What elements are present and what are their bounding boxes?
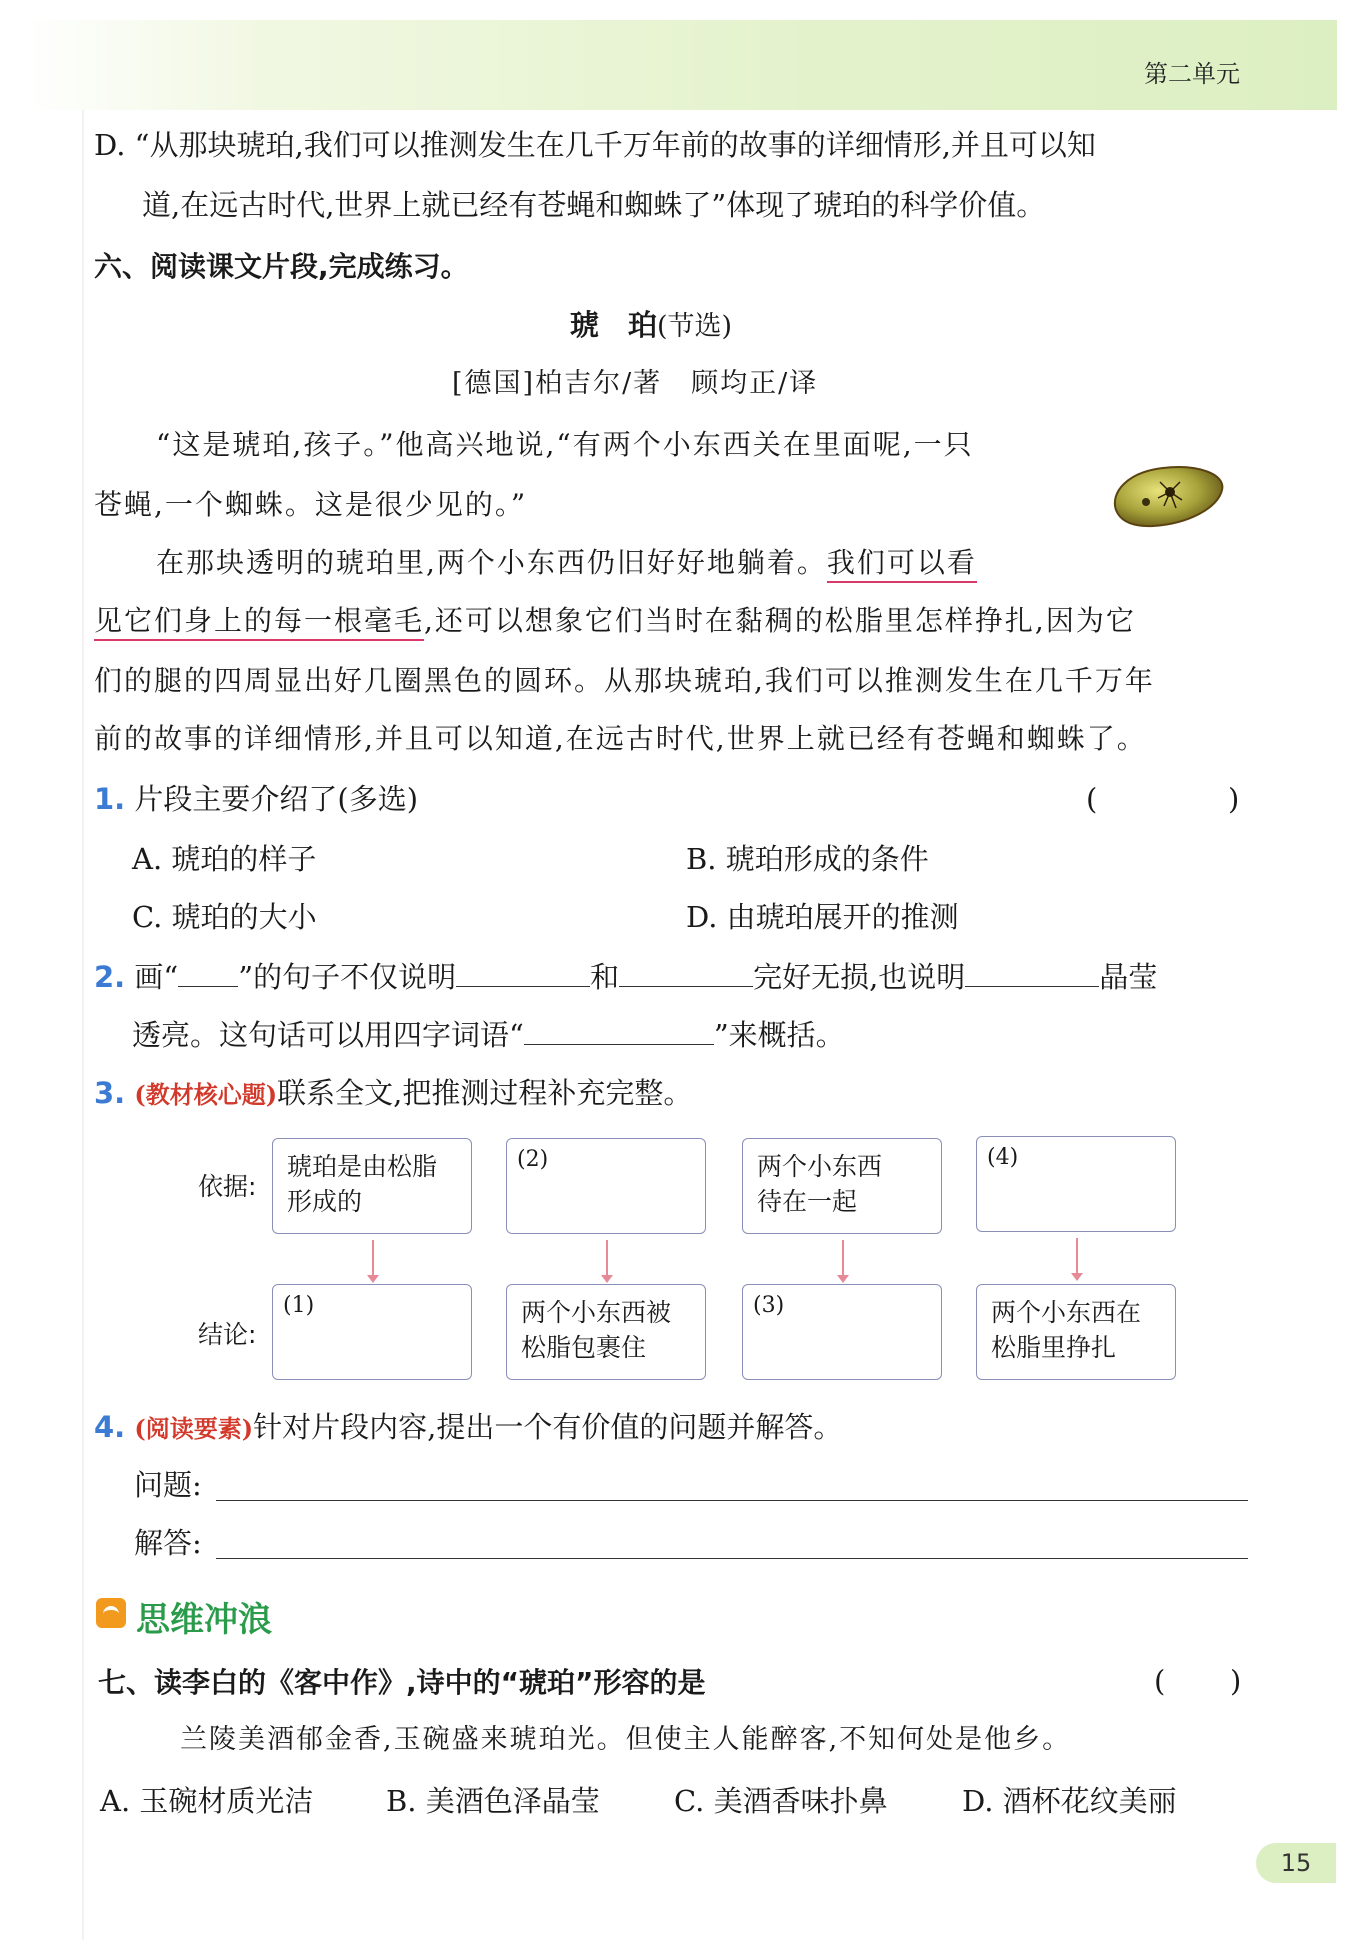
arrow-3: [842, 1240, 844, 1276]
basis-box-2-label: (2): [517, 1147, 549, 1172]
passage-p2-line1: [156, 546, 977, 580]
q4-number: 4.: [94, 1410, 126, 1444]
conclusion-box-4-line2: 松脂里挣扎: [991, 1333, 1117, 1362]
q3-tag: (教材核心题): [134, 1080, 278, 1109]
thinking-section-title: 思维冲浪: [136, 1600, 272, 1640]
q1-text: 片段主要介绍了(多选): [134, 782, 419, 816]
conclusion-box-2: [506, 1284, 706, 1380]
section7-option-c[interactable]: C. 美酒香味扑鼻: [674, 1784, 888, 1818]
arrow-4: [1076, 1238, 1078, 1274]
passage-p1-line2: 苍蝇,一个蜘蛛。这是很少见的。”: [94, 488, 528, 521]
q2-underline-mark: [178, 958, 238, 987]
section6-heading: 六、阅读课文片段,完成练习。: [94, 250, 469, 283]
q2-line2: [132, 1016, 845, 1053]
arrow-2: [606, 1240, 608, 1276]
conclusion-box-4-line1: 两个小东西在: [991, 1298, 1142, 1327]
passage-p2-line3: 们的腿的四周显出好几圈黑色的圆环。从那块琥珀,我们可以推测发生在几千万年: [94, 664, 1155, 697]
q1-option-c[interactable]: C. 琥珀的大小: [132, 900, 317, 934]
prev-option-d-line1: D. “从那块琥珀,我们可以推测发生在几千万年前的故事的详细情形,并且可以知: [94, 128, 1096, 162]
basis-box-1: [272, 1138, 472, 1234]
basis-box-1-line1: 琥珀是由松脂: [287, 1152, 438, 1181]
q2-line1: [94, 958, 1157, 995]
basis-box-1-line2: 形成的: [287, 1187, 363, 1216]
unit-label: 第二单元: [1144, 60, 1240, 88]
q2-text2: ”的句子不仅说明: [238, 960, 457, 994]
wave-icon: [96, 1598, 126, 1628]
section7-option-a[interactable]: A. 玉碗材质光洁: [100, 1784, 314, 1818]
q2-blank-3[interactable]: [965, 958, 1099, 987]
q3: [94, 1076, 692, 1111]
passage-p2-line1-a: 在那块透明的琥珀里,两个小东西仍旧好好地躺着。: [156, 546, 827, 579]
q4-answer-label: 解答:: [134, 1526, 202, 1560]
q3-number: 3.: [94, 1076, 126, 1110]
q1-option-a[interactable]: A. 琥珀的样子: [132, 842, 317, 876]
section7-answer-blank[interactable]: ): [1230, 1664, 1242, 1698]
q2-text1: 画“: [134, 960, 179, 994]
q2-blank-2[interactable]: [619, 958, 753, 987]
page-number: 15: [1256, 1843, 1336, 1883]
q1-answer-blank[interactable]: ): [1228, 782, 1240, 816]
q1-option-d[interactable]: D. 由琥珀展开的推测: [686, 900, 959, 934]
q2-text3: 和: [590, 960, 620, 994]
underlined-sentence-part1: 我们可以看: [827, 546, 977, 583]
basis-box-3-line2: 待在一起: [757, 1187, 858, 1216]
q4: [94, 1410, 842, 1445]
margin-line: [82, 110, 84, 1940]
q2-text7: ”来概括。: [713, 1018, 845, 1052]
q1-option-b[interactable]: B. 琥珀形成的条件: [686, 842, 929, 876]
q2-text6: 透亮。这句话可以用四字词语“: [132, 1018, 524, 1052]
q1-number: 1.: [94, 782, 126, 816]
conclusion-label: 结论:: [198, 1320, 257, 1349]
section7-paren-open: (: [1154, 1664, 1166, 1698]
passage-p2-line2: [94, 604, 1136, 638]
conclusion-box-3[interactable]: [742, 1284, 942, 1380]
passage-p2-line2-b: ,还可以想象它们当时在黏稠的松脂里怎样挣扎,因为它: [424, 604, 1136, 637]
q1: [94, 782, 418, 817]
amber-illustration: [1108, 462, 1228, 530]
poem-line: 兰陵美酒郁金香,玉碗盛来琥珀光。但使主人能醉客,不知何处是他乡。: [180, 1724, 1072, 1755]
passage-title-sub: (节选): [657, 311, 733, 342]
passage-title: [570, 308, 732, 343]
section7-heading: 七、读李白的《客中作》,诗中的“琥珀”形容的是: [98, 1666, 706, 1699]
passage-author: [德国]柏吉尔/著 顾均正/译: [452, 368, 819, 399]
q4-question-label: 问题:: [134, 1468, 202, 1502]
q3-text: 联系全文,把推测过程补充完整。: [277, 1076, 693, 1110]
q2-blank-4[interactable]: [524, 1016, 714, 1045]
prev-option-d-line2: 道,在远古时代,世界上就已经有苍蝇和蜘蛛了”体现了琥珀的科学价值。: [142, 188, 1046, 222]
conclusion-box-1[interactable]: [272, 1284, 472, 1380]
section7-option-d[interactable]: D. 酒杯花纹美丽: [962, 1784, 1177, 1818]
passage-title-main: 琥 珀: [570, 308, 658, 342]
conclusion-box-2-line2: 松脂包裹住: [521, 1333, 647, 1362]
conclusion-box-4: [976, 1284, 1176, 1380]
header-band: [22, 20, 1337, 110]
q2-text5: 晶莹: [1099, 960, 1158, 994]
conclusion-box-2-line1: 两个小东西被: [521, 1298, 672, 1327]
q2-blank-1[interactable]: [456, 958, 590, 987]
arrow-1: [372, 1240, 374, 1276]
conclusion-box-3-label: (3): [753, 1293, 785, 1318]
q4-tag: (阅读要素): [134, 1414, 254, 1443]
q1-paren-open: (: [1086, 782, 1098, 816]
section7-option-b[interactable]: B. 美酒色泽晶莹: [386, 1784, 600, 1818]
basis-box-3-line1: 两个小东西: [757, 1152, 883, 1181]
basis-box-2[interactable]: [506, 1138, 706, 1234]
q4-answer-line[interactable]: [216, 1558, 1248, 1559]
basis-box-3: [742, 1138, 942, 1234]
q2-number: 2.: [94, 960, 126, 994]
conclusion-box-1-label: (1): [283, 1293, 315, 1318]
q4-question-line[interactable]: [216, 1500, 1248, 1501]
basis-label: 依据:: [198, 1172, 257, 1201]
basis-box-4-label: (4): [987, 1145, 1019, 1170]
basis-box-4[interactable]: [976, 1136, 1176, 1232]
underlined-sentence-part2: 见它们身上的每一根毫毛: [94, 604, 424, 641]
passage-p1-line1: “这是琥珀,孩子。”他高兴地说,“有两个小东西关在里面呢,一只: [156, 428, 974, 461]
passage-p2-line4: 前的故事的详细情形,并且可以知道,在远古时代,世界上就已经有苍蝇和蜘蛛了。: [94, 722, 1147, 755]
q4-text: 针对片段内容,提出一个有价值的问题并解答。: [253, 1410, 843, 1444]
q2-text4: 完好无损,也说明: [753, 960, 966, 994]
